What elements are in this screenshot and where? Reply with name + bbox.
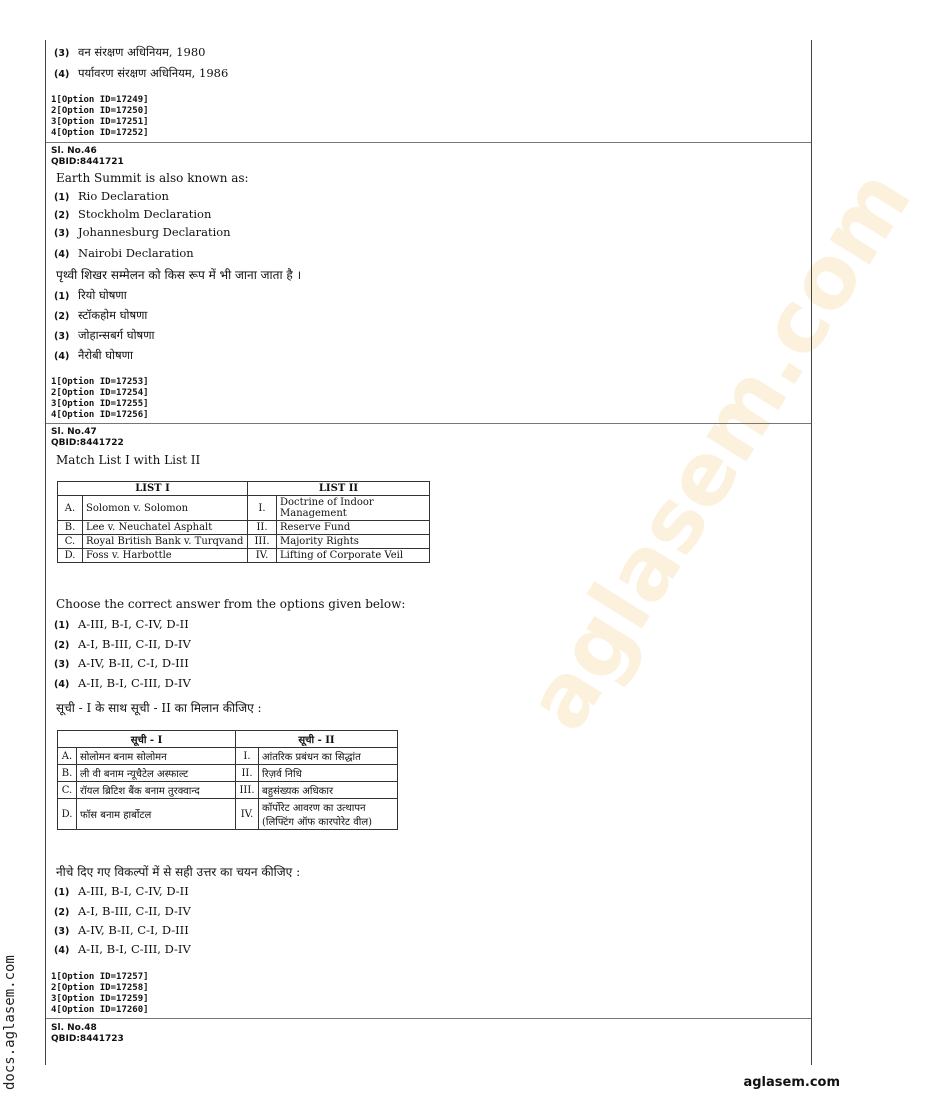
table-row: B. ली वी बनाम न्यूचैटेल अस्फाल्ट II. रिज़र्व निधि bbox=[58, 765, 398, 782]
divider bbox=[46, 423, 811, 424]
instruction-hi: नीचे दिए गए विकल्पों में से सही उत्तर का चयन कीजिए : bbox=[56, 865, 301, 879]
question-text-hi: सूची - I के साथ सूची - II का मिलान कीजिए : bbox=[56, 701, 262, 715]
question-meta: Sl. No.46 QBID:8441721 bbox=[51, 146, 124, 167]
option-2-en: (2) A-I, B-III, C-II, D-IV bbox=[54, 637, 191, 651]
question-paper-frame bbox=[45, 40, 812, 1065]
instruction-en: Choose the correct answer from the options given below: bbox=[56, 597, 406, 611]
option-4-hi: (4) नैरोबी घोषणा bbox=[54, 348, 133, 362]
option-3-hi: (3) वन संरक्षण अधिनियम, 1980 bbox=[54, 45, 206, 59]
match-table-en bbox=[57, 481, 430, 563]
option-id-list: 1[Option ID=17253] 2[Option ID=17254] 3[Option ID=17255] 4[Option ID=17256] bbox=[51, 377, 149, 420]
option-id-list: 1[Option ID=17249] 2[Option ID=17250] 3[Option ID=17251] 4[Option ID=17252] bbox=[51, 95, 149, 138]
question-meta: Sl. No.47 QBID:8441722 bbox=[51, 427, 124, 448]
option-1-hi: (1) A-III, B-I, C-IV, D-II bbox=[54, 884, 189, 898]
option-3-en: (3) A-IV, B-II, C-I, D-III bbox=[54, 656, 189, 670]
option-3-en: (3) Johannesburg Declaration bbox=[54, 225, 231, 239]
option-1-hi: (1) रियो घोषणा bbox=[54, 288, 127, 302]
watermark: aglasem.com bbox=[507, 152, 931, 748]
question-meta: Sl. No.48 QBID:8441723 bbox=[51, 1023, 124, 1044]
table-row: A. सोलोमन बनाम सोलोमन I. आंतरिक प्रबंधन का सिद्धांत bbox=[58, 748, 398, 765]
question-text-en: Earth Summit is also known as: bbox=[56, 171, 249, 185]
option-4-hi: (4) A-II, B-I, C-III, D-IV bbox=[54, 942, 191, 956]
divider bbox=[46, 142, 811, 143]
table-row: B. Lee v. Neuchatel Asphalt II. Reserve Fund bbox=[58, 521, 430, 535]
table-header: LIST I bbox=[58, 482, 248, 496]
footer-brand[interactable]: aglasem.com bbox=[743, 1075, 840, 1090]
question-text-en: Match List I with List II bbox=[56, 453, 201, 467]
option-2-hi: (2) स्टॉकहोम घोषणा bbox=[54, 308, 148, 322]
match-table-hi bbox=[57, 730, 398, 830]
option-4-hi: (4) पर्यावरण संरक्षण अधिनियम, 1986 bbox=[54, 66, 229, 80]
table-row: C. रॉयल ब्रिटिश बैंक बनाम तुरक्वान्द III. बहुसंख्यक अधिकार bbox=[58, 782, 398, 799]
option-2-hi: (2) A-I, B-III, C-II, D-IV bbox=[54, 904, 191, 918]
table-row: A. Solomon v. Solomon I. Doctrine of Indoor Management bbox=[58, 496, 430, 521]
side-watermark-text: docs.aglasem.com bbox=[2, 955, 18, 1090]
question-text-hi: पृथ्वी शिखर सम्मेलन को किस रूप में भी जाना जाता है । bbox=[56, 268, 302, 282]
table-row: D. फॉस बनाम हार्बोटल IV. कॉर्पोरेट आवरण का उत्थापन (लिफ्टिंग ऑफ कारपोरेट वील) bbox=[58, 799, 398, 830]
table-header: सूची - II bbox=[236, 731, 398, 748]
option-1-en: (1) Rio Declaration bbox=[54, 189, 169, 203]
table-row: C. Royal British Bank v. Turqvand III. Majority Rights bbox=[58, 535, 430, 549]
option-4-en: (4) Nairobi Declaration bbox=[54, 246, 194, 260]
table-header: LIST II bbox=[248, 482, 430, 496]
divider bbox=[46, 1018, 811, 1019]
option-3-hi: (3) जोहान्सबर्ग घोषणा bbox=[54, 328, 155, 342]
table-header: सूची - I bbox=[58, 731, 236, 748]
option-3-hi: (3) A-IV, B-II, C-I, D-III bbox=[54, 923, 189, 937]
option-id-list: 1[Option ID=17257] 2[Option ID=17258] 3[Option ID=17259] 4[Option ID=17260] bbox=[51, 972, 149, 1015]
option-2-en: (2) Stockholm Declaration bbox=[54, 207, 212, 221]
option-4-en: (4) A-II, B-I, C-III, D-IV bbox=[54, 676, 191, 690]
table-row: D. Foss v. Harbottle IV. Lifting of Corporate Veil bbox=[58, 549, 430, 563]
option-1-en: (1) A-III, B-I, C-IV, D-II bbox=[54, 617, 189, 631]
